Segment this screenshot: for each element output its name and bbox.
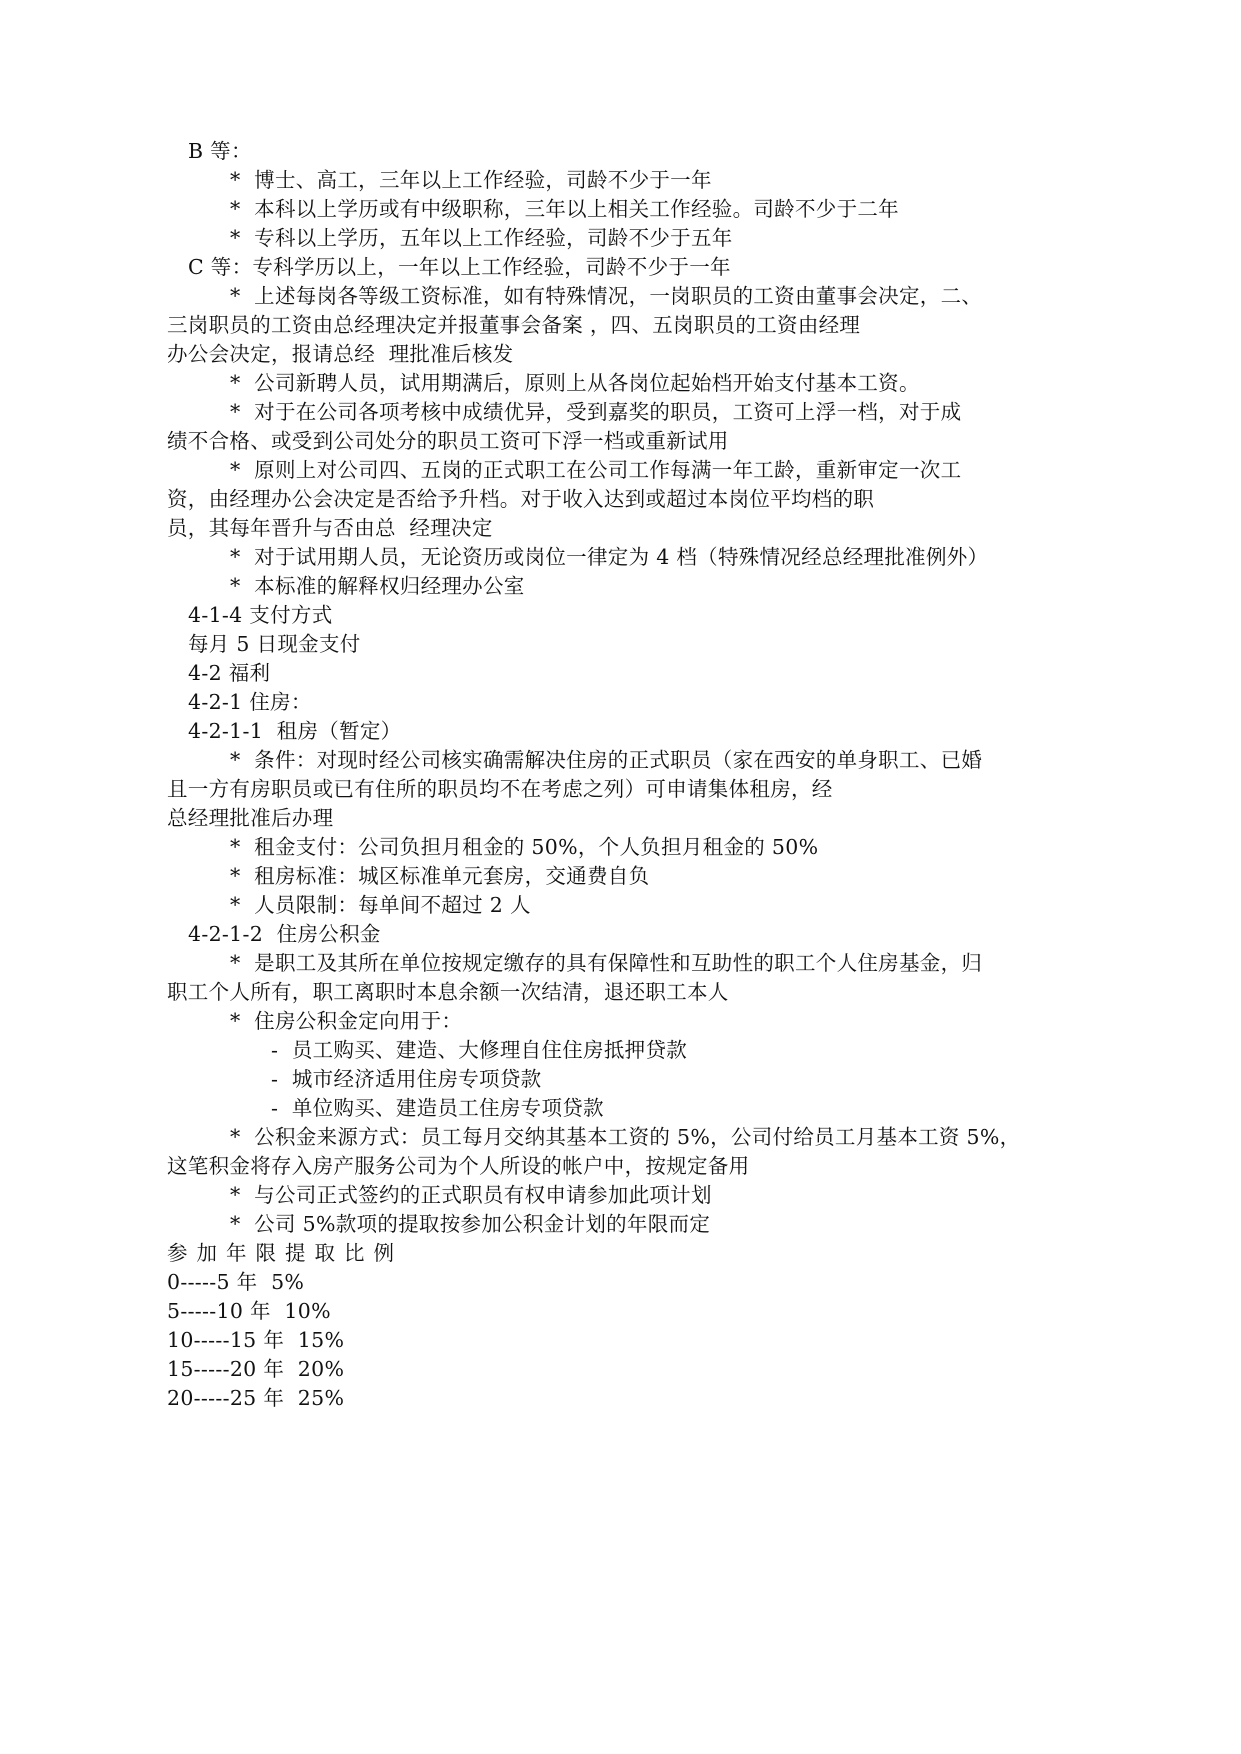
paragraph-line: * 是职工及其所在单位按规定缴存的具有保障性和互助性的职工个人住房基金，归	[230, 951, 983, 975]
grade-b-heading: B 等：	[188, 139, 252, 163]
paragraph-line: 三岗职员的工资由总经理决定并报董事会备案 ，四、五岗职员的工资由经理	[167, 313, 861, 337]
paragraph-line: * 对于试用期人员，无论资历或岗位一律定为 4 档（特殊情况经总经理批准例外）	[230, 545, 989, 569]
table-row: 0-----5 年 5%	[167, 1270, 305, 1294]
sub-list-item: - 单位购买、建造员工住房专项贷款	[271, 1096, 604, 1120]
paragraph-line: 总经理批准后办理	[167, 806, 334, 830]
paragraph-line: * 与公司正式签约的正式职员有权申请参加此项计划	[230, 1183, 712, 1207]
grade-b-item-1: * 博士、高工，三年以上工作经验，司龄不少于一年	[230, 168, 712, 192]
table-row: 5-----10 年 10%	[167, 1299, 331, 1323]
paragraph-line: * 租金支付：公司负担月租金的 50%，个人负担月租金的 50%	[230, 835, 819, 859]
paragraph-line: * 公司新聘人员，试用期满后，原则上从各岗位起始档开始支付基本工资。	[230, 371, 920, 395]
grade-b-item-2: * 本科以上学历或有中级职称，三年以上相关工作经验。司龄不少于二年	[230, 197, 899, 221]
paragraph-line: * 对于在公司各项考核中成绩优异，受到嘉奖的职员，工资可上浮一档，对于成	[230, 400, 962, 424]
paragraph-line: * 人员限制：每单间不超过 2 人	[230, 893, 531, 917]
paragraph-line: * 原则上对公司四、五岗的正式职工在公司工作每满一年工龄，重新审定一次工	[230, 458, 962, 482]
paragraph-line: 职工个人所有，职工离职时本息余额一次结清，退还职工本人	[167, 980, 729, 1004]
paragraph-line: 每月 5 日现金支付	[188, 632, 361, 656]
paragraph-line: * 条件：对现时经公司核实确需解决住房的正式职员（家在西安的单身职工、已婚	[230, 748, 983, 772]
section-heading: 4-2 福利	[188, 661, 271, 685]
paragraph-line: 绩不合格、或受到公司处分的职员工资可下浮一档或重新试用	[167, 429, 729, 453]
sub-list-item: - 员工购买、建造、大修理自住住房抵押贷款	[271, 1038, 688, 1062]
table-row: 10-----15 年 15%	[167, 1328, 345, 1352]
paragraph-line: * 上述每岗各等级工资标准，如有特殊情况，一岗职员的工资由董事会决定，二、	[230, 284, 983, 308]
paragraph-line: 这笔积金将存入房产服务公司为个人所设的帐户中，按规定备用	[167, 1154, 750, 1178]
section-heading: 4-1-4 支付方式	[188, 603, 333, 627]
paragraph-line: * 公积金来源方式：员工每月交纳其基本工资的 5%，公司付给员工月基本工资 5%，	[230, 1125, 1021, 1149]
paragraph-line: * 租房标准：城区标准单元套房，交通费自负	[230, 864, 650, 888]
paragraph-line: 员，其每年晋升与否由总 经理决定	[167, 516, 493, 540]
section-heading: 4-2-1-2 住房公积金	[188, 922, 381, 946]
paragraph-line: * 公司 5%款项的提取按参加公积金计划的年限而定	[230, 1212, 711, 1236]
section-heading: 4-2-1 住房：	[188, 690, 312, 714]
table-header: 参加年限提取比例	[167, 1241, 403, 1265]
paragraph-line: 资，由经理办公会决定是否给予升档。对于收入达到或超过本岗位平均档的职	[167, 487, 875, 511]
grade-b-item-3: * 专科以上学历，五年以上工作经验，司龄不少于五年	[230, 226, 733, 250]
table-row: 20-----25 年 25%	[167, 1386, 345, 1410]
grade-c-line: C 等：专科学历以上，一年以上工作经验，司龄不少于一年	[188, 255, 731, 279]
paragraph-line: * 本标准的解释权归经理办公室	[230, 574, 525, 598]
paragraph-line: * 住房公积金定向用于：	[230, 1009, 463, 1033]
table-row: 15-----20 年 20%	[167, 1357, 345, 1381]
section-heading: 4-2-1-1 租房（暂定）	[188, 719, 402, 743]
paragraph-line: 办公会决定，报请总经 理批准后核发	[167, 342, 514, 366]
paragraph-line: 且一方有房职员或已有住所的职员均不在考虑之列）可申请集体租房，经	[167, 777, 833, 801]
sub-list-item: - 城市经济适用住房专项贷款	[271, 1067, 542, 1091]
